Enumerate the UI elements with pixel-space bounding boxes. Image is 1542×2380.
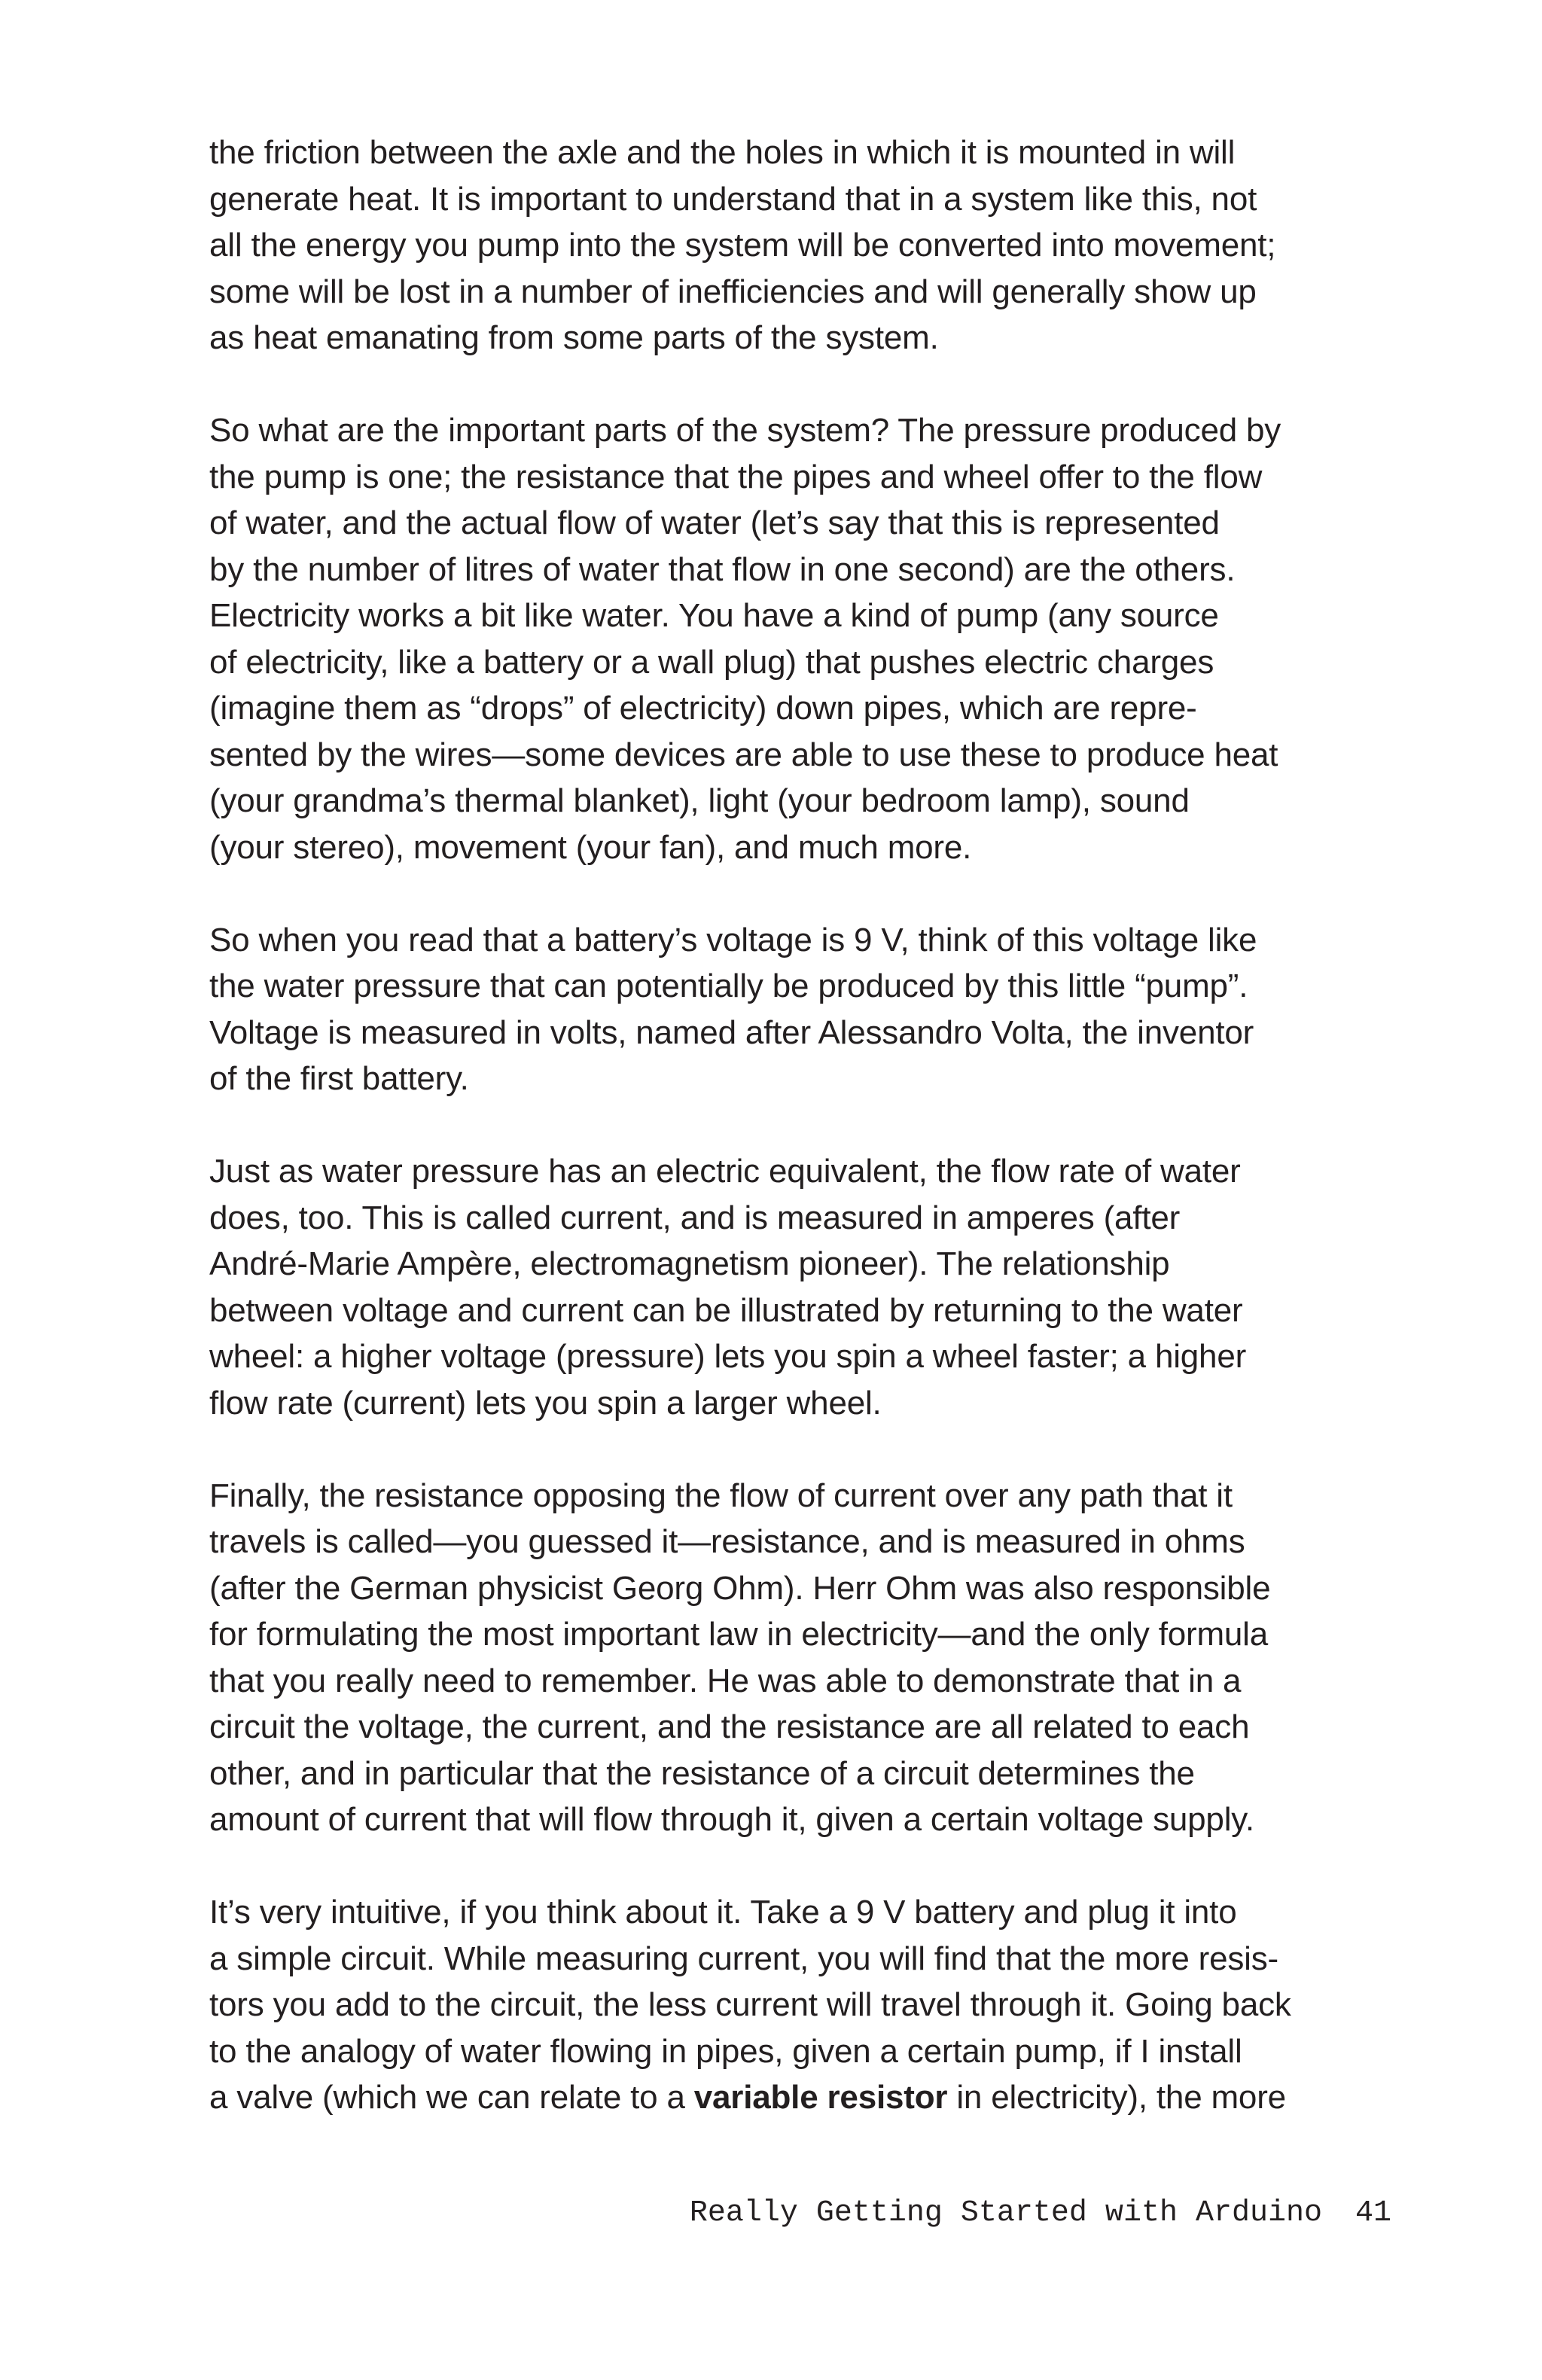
text-line: So what are the important parts of the system? The pressure produced by bbox=[209, 412, 1281, 449]
text-line: amount of current that will flow through it, given a certain voltage supply. bbox=[209, 1801, 1254, 1838]
text-line: Electricity works a bit like water. You have a kind of pump (any source bbox=[209, 597, 1219, 634]
text-line: generate heat. It is important to understand that in a system like this, not bbox=[209, 180, 1257, 218]
bold-term-variable-resistor: variable resistor bbox=[693, 2079, 948, 2116]
text-segment: in electricity), the more bbox=[947, 2079, 1286, 2116]
text-line: It’s very intuitive, if you think about it. Take a 9 V battery and plug it into bbox=[209, 1894, 1237, 1931]
text-line: (your stereo), movement (your fan), and much more. bbox=[209, 828, 972, 866]
text-line: to the analogy of water flowing in pipes, given a certain pump, if I install bbox=[209, 2032, 1242, 2070]
text-line: Voltage is measured in volts, named after Alessandro Volta, the inventor bbox=[209, 1013, 1254, 1051]
text-line: by the number of litres of water that flow in one second) are the others. bbox=[209, 550, 1236, 588]
text-line: does, too. This is called current, and is measured in amperes (after bbox=[209, 1199, 1181, 1236]
text-line: wheel: a higher voltage (pressure) lets you spin a wheel faster; a higher bbox=[209, 1338, 1247, 1375]
text-line: sented by the wires—some devices are able to use these to produce heat bbox=[209, 736, 1278, 773]
text-line: (after the German physicist Georg Ohm). Herr Ohm was also responsible bbox=[209, 1569, 1271, 1607]
text-line: tors you add to the circuit, the less current will travel through it. Going back bbox=[209, 1986, 1291, 2023]
text-line: flow rate (current) lets you spin a larger wheel. bbox=[209, 1384, 882, 1422]
paragraph-5 bbox=[209, 1473, 1406, 1843]
text-line: for formulating the most important law in electricity—and the only formula bbox=[209, 1616, 1269, 1653]
text-line: the pump is one; the resistance that the pipes and wheel offer to the flow bbox=[209, 458, 1263, 495]
text-line: the friction between the axle and the holes in which it is mounted in will bbox=[209, 134, 1236, 171]
paragraph-2 bbox=[209, 407, 1406, 870]
page-number: 41 bbox=[1355, 2196, 1391, 2230]
paragraph-3 bbox=[209, 917, 1406, 1102]
text-line: André-Marie Ampère, electromagnetism pioneer). The relationship bbox=[209, 1245, 1170, 1282]
text-line: of the first battery. bbox=[209, 1060, 469, 1097]
text-line: as heat emanating from some parts of the system. bbox=[209, 319, 939, 356]
text-line: circuit the voltage, the current, and the resistance are all related to each bbox=[209, 1708, 1250, 1745]
text-line: (your grandma’s thermal blanket), light (your bedroom lamp), sound bbox=[209, 782, 1190, 819]
text-line: between voltage and current can be illustrated by returning to the water bbox=[209, 1291, 1243, 1329]
text-line: of water, and the actual flow of water (let’s say that this is represented bbox=[209, 504, 1220, 541]
text-line-with-emphasis bbox=[209, 2074, 1406, 2121]
text-line: that you really need to remember. He was able to demonstrate that in a bbox=[209, 1662, 1242, 1699]
text-line: the water pressure that can potentially be produced by this little “pump”. bbox=[209, 968, 1248, 1004]
text-line: So when you read that a battery’s voltage is 9 V, think of this voltage like bbox=[209, 921, 1257, 958]
text-line: of electricity, like a battery or a wall plug) that pushes electric charges bbox=[209, 643, 1214, 681]
footer-book-title: Really Getting Started with Arduino bbox=[689, 2196, 1322, 2230]
text-line: travels is called—you guessed it—resistance, and is measured in ohms bbox=[209, 1523, 1245, 1560]
text-line: some will be lost in a number of inefficiencies and will generally show up bbox=[209, 273, 1257, 310]
paragraph-1 bbox=[209, 130, 1406, 361]
text-line: Just as water pressure has an electric equivalent, the flow rate of water bbox=[209, 1153, 1241, 1190]
paragraph-6 bbox=[209, 1889, 1406, 2121]
text-line: Finally, the resistance opposing the flow of current over any path that it bbox=[209, 1476, 1233, 1514]
page-body bbox=[209, 130, 1406, 2167]
text-segment: a valve (which we can relate to a bbox=[209, 2079, 694, 2116]
text-line: a simple circuit. While measuring current, you will find that the more resis- bbox=[209, 1940, 1278, 1977]
text-line: all the energy you pump into the system will be converted into movement; bbox=[209, 227, 1276, 264]
text-line: (imagine them as “drops” of electricity) down pipes, which are repre- bbox=[209, 690, 1197, 727]
running-footer bbox=[690, 2191, 1391, 2236]
paragraph-4 bbox=[209, 1148, 1406, 1426]
text-line: other, and in particular that the resistance of a circuit determines the bbox=[209, 1754, 1195, 1792]
